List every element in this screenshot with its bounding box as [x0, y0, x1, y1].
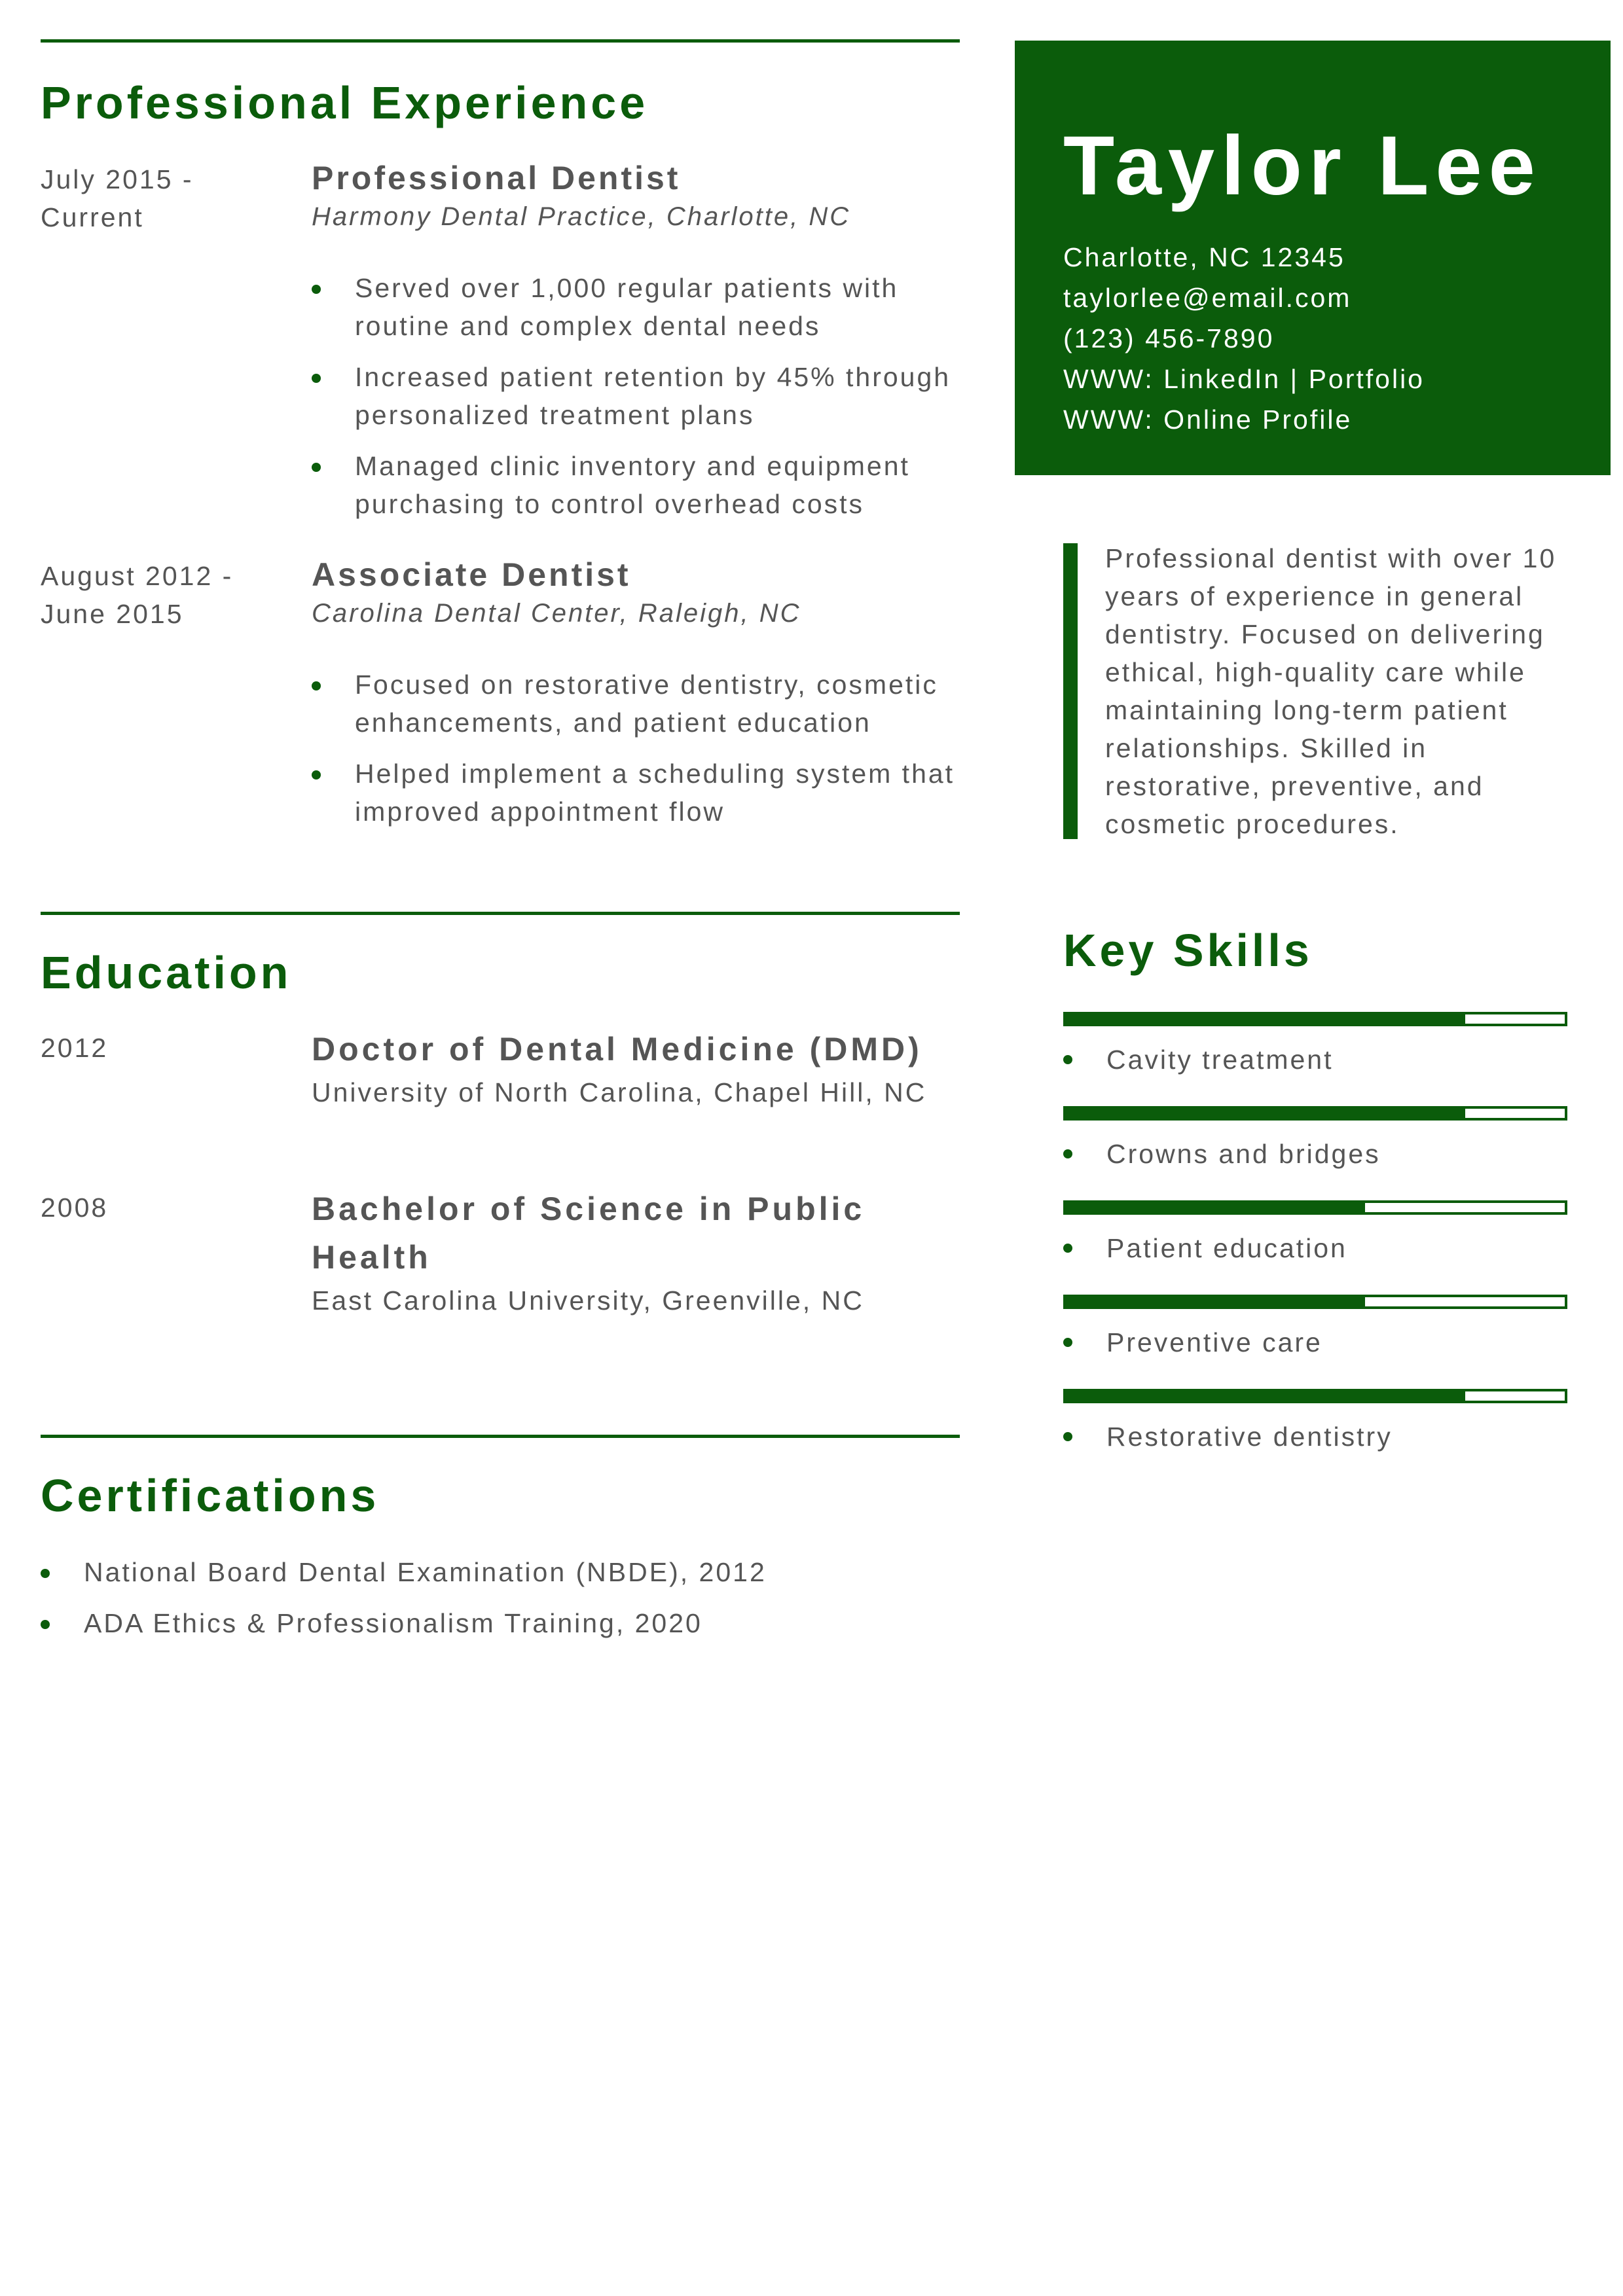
candidate-name: Taylor Lee — [1063, 119, 1542, 213]
skill-item — [1063, 1106, 1567, 1200]
skill-level-fill — [1066, 1203, 1365, 1212]
skill-level-fill — [1066, 1014, 1465, 1024]
education-year: 2008 — [41, 1193, 109, 1223]
job-details — [312, 557, 960, 831]
skill-label: Patient education — [1063, 1215, 1567, 1295]
education-school: University of North Carolina, Chapel Hill, NC — [312, 1077, 927, 1107]
skill-item — [1063, 1200, 1567, 1295]
bullet-dot-icon — [312, 374, 321, 383]
skill-level-fill — [1066, 1297, 1365, 1306]
job-entry — [41, 557, 960, 831]
job-title: Associate Dentist — [312, 556, 631, 593]
contact-info — [1063, 237, 1425, 440]
bullet-dot-icon — [312, 285, 321, 294]
job-date-end: Current — [41, 202, 144, 232]
job-company: Harmony Dental Practice, Charlotte, NC — [312, 202, 851, 231]
bullet-dot-icon — [312, 681, 321, 691]
skill-level-bar — [1063, 1295, 1567, 1309]
skill-level-fill — [1066, 1109, 1465, 1118]
skill-label: Restorative dentistry — [1063, 1403, 1567, 1483]
education-school: East Carolina University, Greenville, NC — [312, 1285, 864, 1316]
education-entry — [41, 1029, 960, 1111]
education-details — [312, 1029, 960, 1111]
skill-level-bar — [1063, 1200, 1567, 1215]
job-bullet: Increased patient retention by 45% through personalized treatment plans — [312, 358, 960, 434]
bullet-dot-icon — [1063, 1055, 1072, 1064]
job-bullet: Focused on restorative dentistry, cosmetic enhancements, and patient education — [312, 666, 960, 742]
education-details — [312, 1189, 960, 1319]
bullet-dot-icon — [312, 463, 321, 472]
skills-list — [1063, 1012, 1567, 1483]
bullet-dot-icon — [1063, 1149, 1072, 1158]
skill-item — [1063, 1295, 1567, 1389]
contact-address: Charlotte, NC 12345 — [1063, 242, 1345, 272]
contact-phone: (123) 456-7890 — [1063, 323, 1275, 353]
job-entry — [41, 160, 960, 523]
education-degree: Doctor of Dental Medicine (DMD) — [312, 1031, 922, 1067]
summary-block — [1063, 543, 1587, 839]
certifications-heading: Certifications — [41, 1470, 380, 1521]
job-bullet: Helped implement a scheduling system that improved appointment flow — [312, 755, 960, 831]
job-title: Professional Dentist — [312, 160, 681, 196]
education-entry — [41, 1189, 960, 1319]
contact-links[interactable]: WWW: LinkedIn | Portfolio — [1063, 364, 1425, 394]
skill-item — [1063, 1389, 1567, 1483]
skills-section — [1063, 923, 1567, 1483]
certifications-divider — [41, 1435, 960, 1438]
skill-level-bar — [1063, 1106, 1567, 1121]
skill-level-bar — [1063, 1389, 1567, 1403]
certification-item: ADA Ethics & Professionalism Training, 2020 — [41, 1604, 960, 1642]
skill-label: Crowns and bridges — [1063, 1121, 1567, 1200]
skills-heading: Key Skills — [1063, 925, 1313, 976]
skill-label: Cavity treatment — [1063, 1026, 1567, 1106]
experience-divider — [41, 39, 960, 43]
job-date-start: August 2012 - — [41, 561, 234, 591]
job-bullets — [312, 666, 960, 831]
job-dates — [41, 557, 312, 831]
skill-level-fill — [1066, 1391, 1465, 1401]
bullet-dot-icon — [1063, 1338, 1072, 1347]
job-details — [312, 160, 960, 523]
education-heading: Education — [41, 947, 292, 998]
bullet-dot-icon — [41, 1569, 50, 1578]
experience-heading: Professional Experience — [41, 77, 649, 128]
job-dates — [41, 160, 312, 523]
certifications-list — [41, 1553, 960, 1642]
job-bullet: Served over 1,000 regular patients with routine and complex dental needs — [312, 269, 960, 345]
certification-item: National Board Dental Examination (NBDE), 2012 — [41, 1553, 960, 1591]
education-degree: Bachelor of Science in Public Health — [312, 1191, 866, 1276]
job-bullets — [312, 269, 960, 523]
bullet-dot-icon — [41, 1620, 50, 1629]
job-bullet: Managed clinic inventory and equipment purchasing to control overhead costs — [312, 447, 960, 523]
education-year: 2012 — [41, 1033, 109, 1063]
header-box — [1015, 41, 1611, 475]
skill-item — [1063, 1012, 1567, 1106]
skill-label: Preventive care — [1063, 1309, 1567, 1389]
summary-text: Professional dentist with over 10 years of experience in general dentistry. Focused on delivering ethical, high-quality care while maintaining long-term patient relationships. Skilled in restorative, preventive, and cosmetic procedures. — [1105, 543, 1557, 839]
bullet-dot-icon — [1063, 1432, 1072, 1441]
bullet-dot-icon — [312, 770, 321, 780]
left-column — [41, 39, 960, 1642]
skill-level-bar — [1063, 1012, 1567, 1026]
job-date-start: July 2015 - — [41, 164, 194, 194]
education-divider — [41, 912, 960, 915]
contact-online-profile[interactable]: WWW: Online Profile — [1063, 404, 1353, 435]
bullet-dot-icon — [1063, 1244, 1072, 1253]
job-company: Carolina Dental Center, Raleigh, NC — [312, 599, 801, 628]
contact-email[interactable]: taylorlee@email.com — [1063, 283, 1352, 313]
job-date-end: June 2015 — [41, 599, 184, 629]
